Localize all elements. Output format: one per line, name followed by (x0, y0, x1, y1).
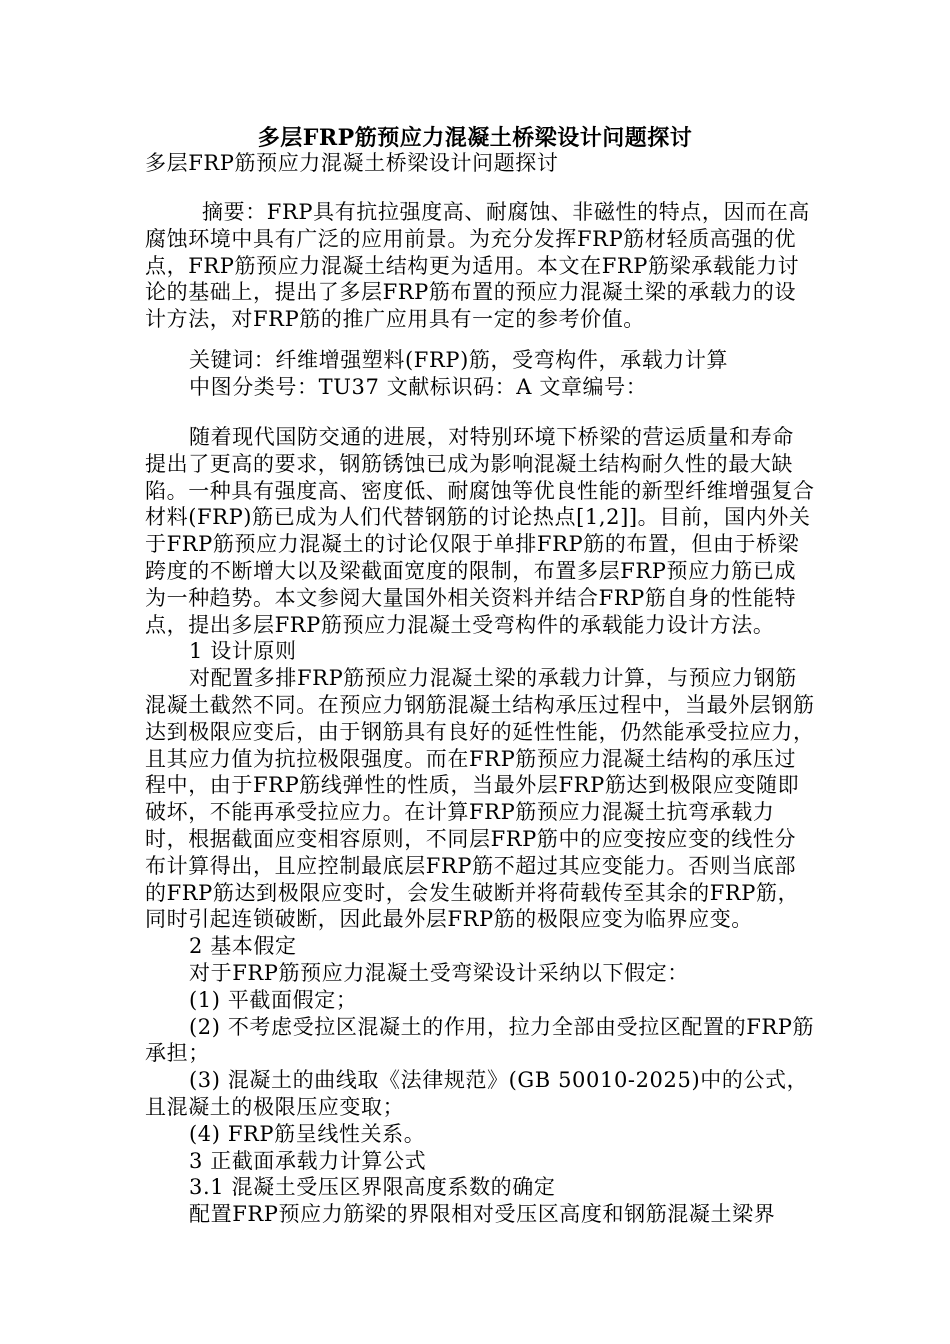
intro-paragraph: 随着现代国防交通的进展，对特别环境下桥梁的营运质量和寿命提出了更高的要求，钢筋锈蚀已成为影响混凝土结构耐久性的最大缺陷。一种具有强度高、密度低、耐腐蚀等优良性能的新型纤维增强复合材料(FRP)筋已成为人们代替钢筋的讨论热点[1,2]]。目前，国内外关于FRP筋预应力混凝土的讨论仅限于单排FRP筋的布置，但由于桥梁跨度的不断增大以及梁截面宽度的限制，布置多层FRP预应力筋已成为一种趋势。本文参阅大量国外相关资料并结合FRP筋自身的性能特点，提出多层FRP筋预应力混凝土受弯构件的承载能力设计方法。 (145, 425, 815, 637)
assumption-item-2: (2) 不考虑受拉区混凝土的作用，拉力全部由受拉区配置的FRP筋承担； (145, 1014, 815, 1066)
section-heading-2: 2 基本假定 (189, 934, 297, 959)
subsection-heading-3-1: 3.1 混凝土受压区界限高度系数的确定 (189, 1175, 556, 1200)
section-heading-3: 3 正截面承载力计算公式 (189, 1148, 427, 1173)
assumption-intro: 对于FRP筋预应力混凝土受弯梁设计采纳以下假定： (189, 960, 689, 985)
keywords-line: 关键词：纤维增强塑料(FRP)筋，受弯构件，承载力计算 (189, 348, 729, 372)
design-principle-paragraph: 对配置多排FRP筋预应力混凝土梁的承载力计算，与预应力钢筋混凝土截然不同。在预应力钢筋混凝土结构承压过程中，当最外层钢筋达到极限应变后，由于钢筋具有良好的延性性能，仍然能承受拉应力，且其应力值为抗拉极限强度。而在FRP筋预应力混凝土结构的承压过程中，由于FRP筋线弹性的性质，当最外层FRP筋达到极限应变随即破坏，不能再承受拉应力。在计算FRP筋预应力混凝土抗弯承载力时，根据截面应变相容原则，不同层FRP筋中的应变按应变的线性分布计算得出，且应控制最底层FRP筋不超过其应变能力。否则当底部的FRP筋达到极限应变时，会发生破断并将荷载传至其余的FRP筋，同时引起连锁破断，因此最外层FRP筋的极限应变为临界应变。 (145, 666, 815, 932)
classification-line: 中图分类号：TU37 文献标识码：A 文章编号： (189, 374, 648, 399)
assumption-item-3: (3) 混凝土的曲线取《法律规范》(GB 50010-2025)中的公式，且混凝土的极限压应变取； (145, 1068, 809, 1119)
abstract-paragraph: 摘要：FRP具有抗拉强度高、耐腐蚀、非磁性的特点，因而在高腐蚀环境中具有广泛的应用前景。为充分发挥FRP筋材轻质高强的优点，FRP筋预应力混凝土结构更为适用。本文在FRP筋梁承载能力讨论的基础上，提出了多层FRP筋布置的预应力混凝土梁的承载力的设计方法，对FRP筋的推广应用具有一定的参考价值。 (145, 200, 810, 332)
assumption-item-4: (4) FRP筋呈线性关系。 (189, 1121, 426, 1146)
document-subtitle: 多层FRP筋预应力混凝土桥梁设计问题探讨 (145, 151, 559, 175)
section-heading-1: 1 设计原则 (189, 639, 297, 664)
boundary-paragraph: 配置FRP预应力筋梁的界限相对受压区高度和钢筋混凝土梁界 (189, 1202, 776, 1227)
keywords-section (145, 347, 815, 401)
body-text (145, 424, 815, 1228)
assumption-item-1: (1) 平截面假定； (189, 987, 358, 1012)
document-title: 多层FRP筋预应力混凝土桥梁设计问题探讨 (257, 125, 693, 151)
